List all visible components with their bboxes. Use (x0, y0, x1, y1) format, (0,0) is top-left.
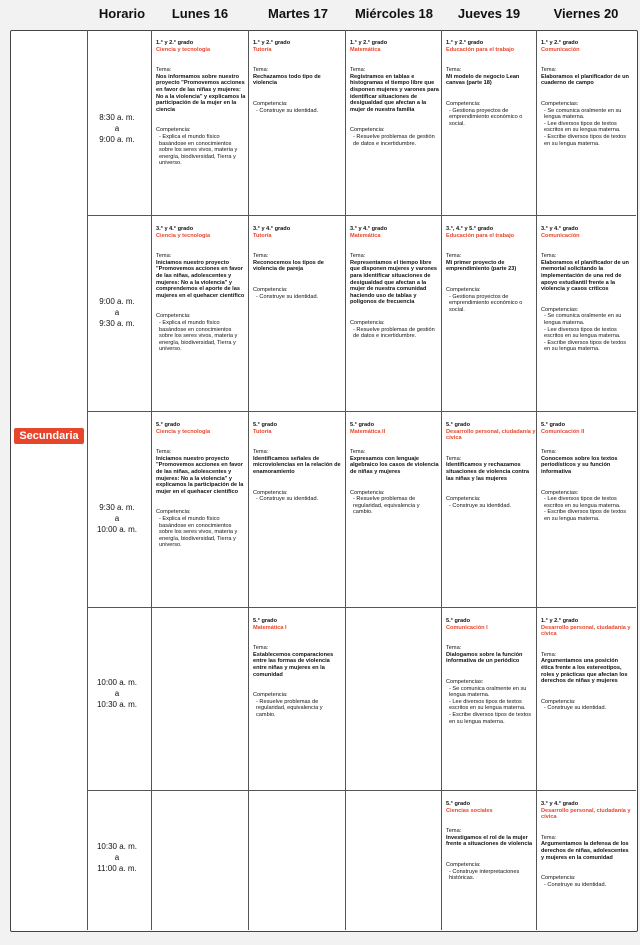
class-grade: 1.° y 2.° grado (446, 40, 484, 46)
competencia-text: - Construye su identidad. (256, 496, 319, 503)
class-subject: Matemática (350, 232, 381, 239)
tema-label: Tema: (541, 651, 557, 658)
competencia-text: - Gestiona proyectos de emprendimiento económico o social. (449, 107, 523, 127)
time-sep: a (114, 853, 120, 862)
class-subject: Comunicación I (446, 624, 488, 631)
tema-text: Elaboramos el planificador de un memorial solicitando la implementación de una red de apoyo estudiantil frente a la violencia y casos críticos (541, 259, 629, 293)
competencia-label: Competencia: (253, 692, 288, 699)
time-start: 8:30 a. m. (99, 113, 135, 122)
competencia-label: Competencia: (446, 100, 481, 107)
class-cell (446, 40, 536, 127)
time-slot-1 (86, 112, 148, 145)
tema-text: Representamos el tiempo libre que disponen mujeres y varones para identificar situaciones de desigualdad que afectan a la mujer de nuestra comunidad haciendo uso de tablas y polígonos de frecuencia (350, 259, 438, 306)
class-grade: 3.° y 4.° grado (350, 226, 388, 232)
class-subject: Tutoría (253, 232, 272, 239)
time-start: 9:30 a. m. (99, 503, 135, 512)
time-sep: a (114, 514, 120, 523)
tema-label: Tema: (156, 67, 172, 74)
tema-label: Tema: (541, 834, 557, 841)
time-slot-4 (86, 677, 148, 710)
grid-vline (151, 30, 152, 930)
competencia-text: - Construye su identidad. (256, 293, 319, 300)
tema-text: Identificamos señales de microviolencias en la relación de enamoramiento (253, 455, 341, 475)
tema-label: Tema: (253, 645, 269, 652)
class-subject: Comunicación II (541, 428, 585, 435)
class-grade: 3.°, 4.° y 5.° grado (446, 226, 494, 232)
class-grade: 5.° grado (446, 618, 470, 624)
grid-hline (87, 215, 636, 216)
class-subject: Desarrollo personal, ciudadanía y cívica (541, 807, 631, 821)
class-subject: Ciencia y tecnología (156, 232, 211, 239)
tema-label: Tema: (446, 67, 462, 74)
tema-text: Nos informamos sobre nuestro proyecto "Promovemos acciones en favor de las niñas y mujeres: No a la violencia" y explicamos la participación de la mujer en la ciencia (156, 73, 246, 113)
class-cell (541, 422, 631, 523)
class-cell (156, 40, 246, 167)
time-end: 11:00 a. m. (97, 864, 137, 873)
header-day-5: Viernes 20 (553, 6, 619, 21)
class-subject: Ciencia y tecnología (156, 428, 211, 435)
tema-text: Conocemos sobre los textos periodísticos y su función informativa (541, 455, 618, 475)
class-grade: 1.° y 2.° grado (541, 40, 579, 46)
time-end: 9:30 a. m. (99, 319, 135, 328)
time-sep: a (114, 124, 120, 133)
competencia-label: Competencias: (541, 100, 579, 107)
competencia-label: Competencias: (541, 489, 579, 496)
time-slot-2 (86, 296, 148, 329)
tema-label: Tema: (156, 253, 172, 260)
tema-text: Elaboramos el planificador de un cuaderno de campo (541, 73, 629, 87)
class-cell (350, 226, 440, 340)
class-subject: Ciencia y tecnología (156, 46, 211, 53)
class-grade: 5.° grado (156, 422, 180, 428)
tema-label: Tema: (253, 253, 269, 260)
class-grade: 1.° y 2.° grado (541, 618, 579, 624)
tema-text: Iniciamos nuestro proyecto "Promovemos acciones en favor de las niñas, adolescentes y mujeres: No a la violencia" y explicamos la participación de la mujer en el quehacer científico (156, 455, 244, 495)
class-cell (156, 422, 246, 549)
competencia-label: Competencia: (446, 861, 481, 868)
competencia-text: - Construye su identidad. (449, 502, 512, 509)
class-subject: Desarrollo personal, ciudadanía y cívica (446, 428, 536, 442)
class-grade: 5.° grado (446, 801, 470, 807)
class-cell (253, 422, 343, 503)
competencia-label: Competencias: (446, 678, 484, 685)
class-subject: Tutoría (253, 428, 272, 435)
header-day-3: Miércoles 18 (354, 6, 434, 21)
class-cell (446, 618, 536, 725)
class-cell (541, 40, 631, 147)
tema-label: Tema: (446, 645, 462, 652)
tema-text: Argumentamos una posición ética frente a los estereotipos, roles y prácticas que afectan los derechos de niñas y mujeres (541, 658, 628, 685)
tema-text: Iniciamos nuestro proyecto "Promovemos acciones en favor de las niñas, adolescentes y mujeres: No a la violencia" y comprendemos el aporte de las mujeres en el quehacer científico (156, 259, 245, 299)
grid-vline (536, 30, 537, 930)
class-grade: 5.° grado (541, 422, 565, 428)
grid-hline (87, 607, 636, 608)
competencia-text: - Construye su identidad. (544, 881, 607, 888)
grid-vline (345, 30, 346, 930)
time-sep: a (114, 308, 120, 317)
time-end: 9:00 a. m. (99, 135, 135, 144)
competencia-text: - Se comunica oralmente en su lengua materna. - Lee diversos tipos de textos escritos en su lengua materna. - Escribe diversos tipos de textos en su lengua materna. (449, 685, 532, 725)
tema-label: Tema: (253, 449, 269, 456)
tema-text: Argumentamos la defensa de los derechos de niñas, adolescentes y mujeres en la comunidad (541, 841, 629, 861)
class-subject: Matemática (350, 46, 381, 53)
class-cell (350, 40, 440, 147)
time-end: 10:30 a. m. (96, 700, 138, 709)
tema-label: Tema: (446, 253, 462, 260)
time-slot-3 (86, 502, 148, 535)
tema-label: Tema: (446, 455, 462, 462)
competencia-text: - Construye su identidad. (544, 705, 607, 712)
class-grade: 5.° grado (446, 422, 470, 428)
tema-label: Tema: (350, 449, 366, 456)
competencia-text: - Resuelve problemas de gestión de datos e incertidumbre. (353, 133, 435, 147)
class-subject: Tutoría (253, 46, 272, 53)
time-start: 9:00 a. m. (99, 297, 135, 306)
grid-vline (248, 30, 249, 930)
tema-text: Reconocemos los tipos de violencia de pareja (253, 259, 324, 273)
tema-text: Mi modelo de negocio Lean canvas (parte 18) (446, 73, 520, 87)
grid-hline (87, 790, 636, 791)
class-grade: 3.° y 4.° grado (541, 801, 579, 807)
class-subject: Educación para el trabajo (446, 46, 515, 53)
competencia-text: - Resuelve problemas de regularidad, equivalencia y cambio. (256, 698, 323, 718)
competencia-text: - Resuelve problemas de gestión de datos e incertidumbre. (353, 326, 435, 340)
competencia-label: Competencia: (350, 127, 385, 134)
header-horario: Horario (98, 6, 146, 21)
class-cell (446, 801, 536, 882)
time-slot-5 (86, 841, 148, 874)
time-start: 10:00 a. m. (96, 678, 138, 687)
time-sep: a (114, 689, 120, 698)
competencia-label: Competencia: (446, 286, 481, 293)
class-grade: 5.° grado (253, 422, 277, 428)
class-grade: 1.° y 2.° grado (156, 40, 194, 46)
class-cell (156, 226, 246, 353)
competencia-label: Competencia: (253, 286, 288, 293)
tema-label: Tema: (156, 449, 172, 456)
class-grade: 1.° y 2.° grado (350, 40, 388, 46)
class-cell (350, 422, 440, 516)
class-cell (253, 226, 343, 300)
competencia-text: - Se comunica oralmente en su lengua materna. - Lee diversos tipos de textos escritos en su lengua materna. - Escribe diversos tipos de textos en su lengua materna. (544, 107, 627, 147)
competencia-text: - Gestiona proyectos de emprendimiento económico o social. (449, 293, 523, 313)
time-end: 10:00 a. m. (96, 525, 138, 534)
class-cell (541, 226, 631, 353)
tema-label: Tema: (350, 253, 366, 260)
tema-label: Tema: (446, 828, 462, 835)
class-grade: 5.° grado (350, 422, 374, 428)
competencia-label: Competencia: (253, 100, 288, 107)
level-badge: Secundaria (14, 428, 84, 444)
header-day-2: Martes 17 (268, 6, 328, 21)
class-subject: Matemática II (350, 428, 386, 435)
header-day-4: Jueves 19 (457, 6, 521, 21)
competencia-text: - Explica el mundo físico basándose en conocimientos sobre los seres vivos, materia y energía, biodiversidad, Tierra y universo. (159, 133, 238, 167)
tema-text: Registramos en tablas e histogramas el tiempo libre que disponen mujeres y varones para identificar situaciones de desigualdad que afectan a la mujer de nuestra familia (350, 73, 439, 113)
tema-label: Tema: (253, 67, 269, 74)
tema-label: Tema: (350, 67, 366, 74)
class-cell (446, 226, 536, 313)
tema-label: Tema: (541, 67, 557, 74)
competencia-text: - Explica el mundo físico basándose en conocimientos sobre los seres vivos, materia y energía, biodiversidad, Tierra y universo. (159, 515, 238, 549)
grid-hline (87, 411, 636, 412)
competencia-label: Competencias: (541, 306, 579, 313)
class-cell (541, 801, 631, 888)
tema-text: Mi primer proyecto de emprendimiento (parte 23) (446, 259, 517, 273)
tema-label: Tema: (541, 253, 557, 260)
tema-text: Establecemos comparaciones entre las formas de violencia entre niñas y mujeres en la comunidad (253, 651, 334, 678)
tema-label: Tema: (541, 449, 557, 456)
class-subject: Comunicación (541, 46, 580, 53)
competencia-label: Competencia: (541, 875, 576, 882)
class-subject: Desarrollo personal, ciudadanía y cívica (541, 624, 631, 638)
competencia-text: - Construye su identidad. (256, 107, 319, 114)
competencia-label: Competencia: (350, 489, 385, 496)
tema-text: Dialogamos sobre la función informativa de un periódico (446, 651, 523, 665)
tema-text: Rechazamos todo tipo de violencia (253, 73, 321, 87)
class-cell (541, 618, 631, 712)
class-grade: 1.° y 2.° grado (253, 40, 291, 46)
competencia-text: - Resuelve problemas de regularidad, equivalencia y cambio. (353, 496, 420, 516)
class-cell (253, 40, 343, 114)
header-day-1: Lunes 16 (171, 6, 229, 21)
class-grade: 3.° y 4.° grado (156, 226, 194, 232)
competencia-text: - Lee diversos tipos de textos escritos en su lengua materna. - Escribe diversos tipos de textos en su lengua materna. (544, 496, 627, 522)
grid-vline (87, 30, 88, 930)
competencia-text: - Se comunica oralmente en su lengua materna. - Lee diversos tipos de textos escritos en su lengua materna. - Escribe diversos tipos de textos en su lengua materna. (544, 313, 627, 353)
competencia-text: - Construye interpretaciones históricas. (449, 868, 520, 882)
tema-text: Investigamos el rol de la mujer frente a situaciones de violencia (446, 834, 533, 848)
class-subject: Ciencias sociales (446, 807, 493, 814)
class-cell (446, 422, 536, 509)
tema-text: Expresamos con lenguaje algebraico los casos de violencia de niñas y mujeres (350, 455, 439, 475)
grid-vline (441, 30, 442, 930)
tema-text: Identificamos y rechazamos situaciones de violencia contra las niñas y las mujeres (446, 462, 530, 482)
competencia-label: Competencia: (446, 496, 481, 503)
competencia-text: - Explica el mundo físico basándose en conocimientos sobre los seres vivos, materia y energía, biodiversidad, Tierra y universo. (159, 319, 238, 353)
time-start: 10:30 a. m. (96, 842, 138, 851)
class-grade: 3.° y 4.° grado (541, 226, 579, 232)
class-grade: 3.° y 4.° grado (253, 226, 291, 232)
class-grade: 5.° grado (253, 618, 277, 624)
competencia-label: Competencia: (156, 127, 191, 134)
class-subject: Educación para el trabajo (446, 232, 515, 239)
competencia-label: Competencia: (253, 489, 288, 496)
competencia-label: Competencia: (156, 313, 191, 320)
class-subject: Comunicación (541, 232, 580, 239)
competencia-label: Competencia: (541, 698, 576, 705)
competencia-label: Competencia: (350, 319, 385, 326)
class-cell (253, 618, 343, 719)
class-subject: Matemática I (253, 624, 287, 631)
competencia-label: Competencia: (156, 509, 191, 516)
schedule-header (0, 0, 640, 28)
